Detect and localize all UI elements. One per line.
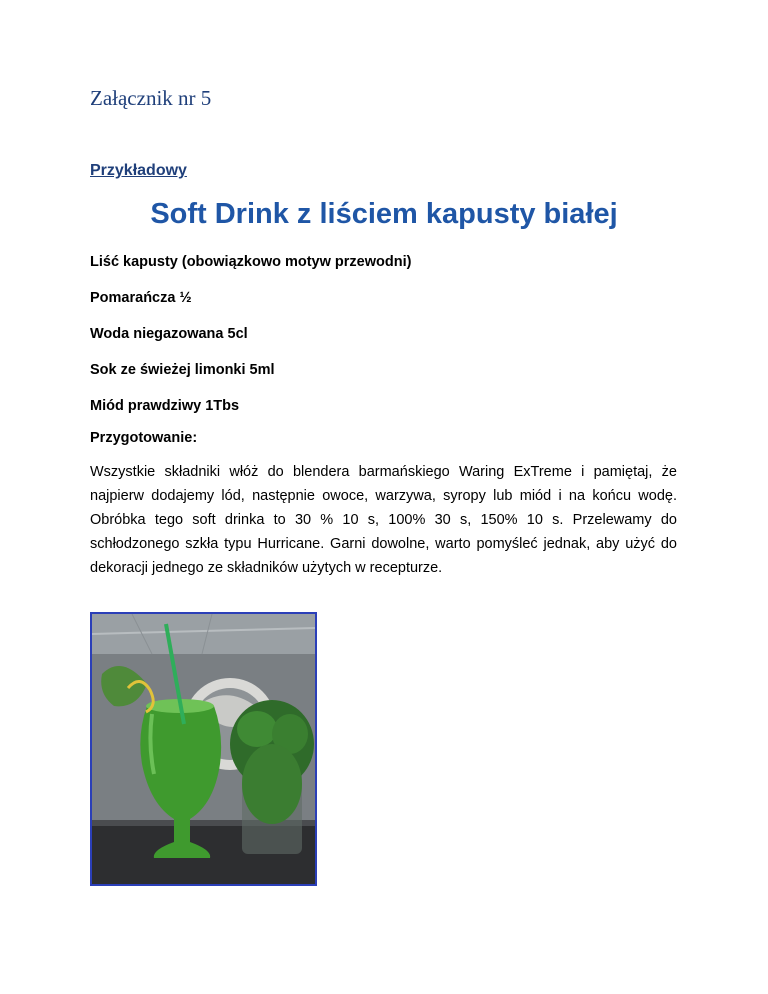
preparation-text: Wszystkie składniki włóż do blendera barmańskiego Waring ExTreme i pamiętaj, że najpierw dodajemy lód, następnie owoce, warzywa, syropy lub miód i na końcu wodę. Obróbka tego soft drinka to 30 % 10 s, 100% 30 s, 150% 10 s. Przelewamy do schłodzonego szkła typu Hurricane. Garni dowolne, warto pomyśleć jednak, aby użyć do dekoracji jednego ze składników użytych w recepturze. [90,464,677,576]
annex-label: Załącznik nr 5 [90,86,212,110]
preparation-label: Przygotowanie: [90,430,198,446]
ingredient-item: Liść kapusty (obowiązkowo motyw przewodni) [90,254,412,270]
ingredient-item: Miód prawdziwy 1Tbs [90,398,240,414]
ingredient-item: Woda niegazowana 5cl [90,326,248,342]
subheading: Przykładowy [90,162,187,179]
ingredient-item: Pomarańcza ½ [90,290,192,306]
recipe-title: Soft Drink z liściem kapusty białej [150,198,618,230]
drink-photo [90,612,317,886]
ingredient-item: Sok ze świeżej limonki 5ml [90,362,275,378]
ingredient-list [90,254,411,434]
drink-photo-illustration [92,614,315,884]
